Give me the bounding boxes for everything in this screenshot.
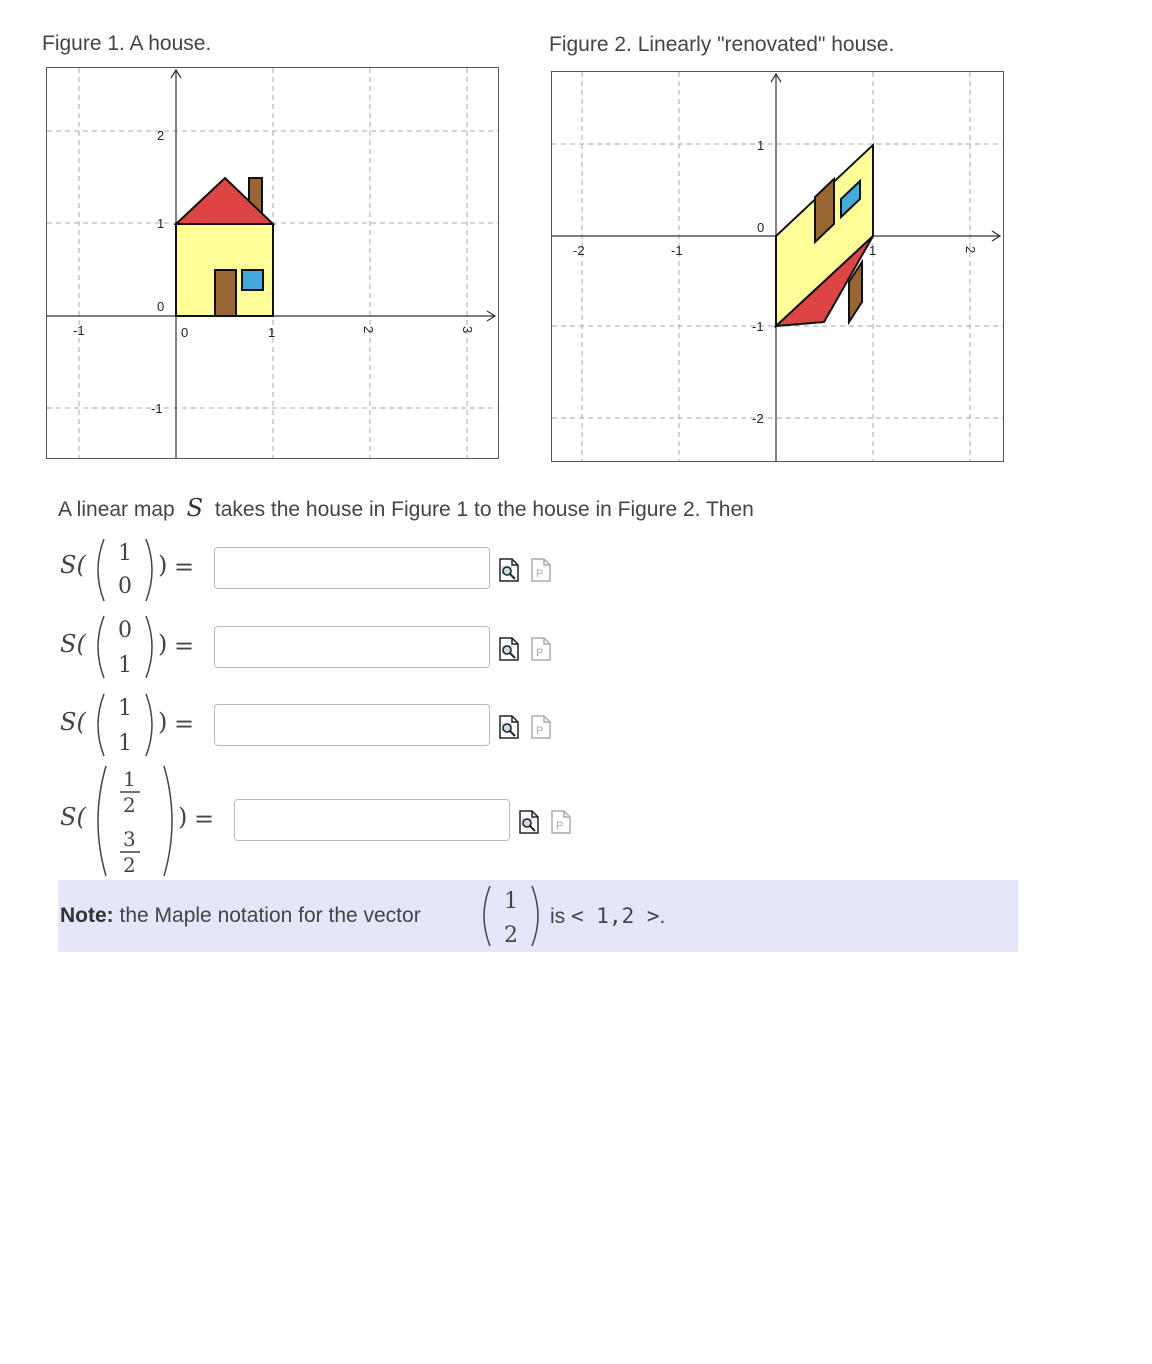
fn-label: S( xyxy=(60,551,86,579)
fig2-xtick: 1 xyxy=(869,243,877,258)
equals-sign: = xyxy=(174,710,195,738)
vector-4 xyxy=(90,762,182,880)
close-paren: ) xyxy=(158,708,168,736)
fig1-ytick: 2 xyxy=(157,128,165,143)
svg-text:P: P xyxy=(536,647,544,659)
vector-bottom: 1 xyxy=(118,653,132,678)
note-is: is xyxy=(550,905,566,928)
preview-icon[interactable] xyxy=(498,557,520,583)
fig1-ytick: 1 xyxy=(157,216,165,231)
svg-text:P: P xyxy=(536,568,544,580)
preview-icon[interactable] xyxy=(518,809,540,835)
fig1-window xyxy=(242,270,263,290)
svg-text:P: P xyxy=(536,725,544,737)
fig2-xtick: -1 xyxy=(671,243,683,258)
fig2-xtick: 2 xyxy=(963,246,978,254)
fn-label: S( xyxy=(60,708,86,736)
maple-syntax: < 1,2 > xyxy=(571,904,660,928)
svg-text:P: P xyxy=(556,820,564,832)
fig1-xtick: 1 xyxy=(268,325,276,340)
answer-input-2[interactable] xyxy=(214,626,490,668)
note-text: the Maple notation for the vector xyxy=(119,904,421,927)
fig2-xtick: -2 xyxy=(573,243,585,258)
answer-input-1[interactable] xyxy=(214,547,490,589)
note-label: Note: xyxy=(60,904,114,927)
figure1-graph xyxy=(46,67,499,459)
close-paren: ) xyxy=(158,551,168,579)
fig2-ytick: 0 xyxy=(757,220,765,235)
figure2-graph xyxy=(551,71,1004,462)
maple-syntax-icon[interactable] xyxy=(550,809,572,835)
vector-bottom-den: 2 xyxy=(123,853,136,877)
fig1-xtick: 0 xyxy=(181,325,189,340)
close-paren: ) xyxy=(178,803,188,831)
vector-bottom-num: 3 xyxy=(123,827,136,851)
figure2-title: Figure 2. Linearly "renovated" house. xyxy=(549,33,895,56)
fig2-ytick: 1 xyxy=(757,138,765,153)
maple-syntax-icon[interactable] xyxy=(530,557,552,583)
fig1-ytick: 0 xyxy=(157,299,165,314)
answer-input-3[interactable] xyxy=(214,704,490,746)
intro-after: takes the house in Figure 1 to the house in Figure 2. Then xyxy=(214,498,754,521)
equals-sign: = xyxy=(194,805,215,833)
preview-icon[interactable] xyxy=(498,636,520,662)
vector-2 xyxy=(90,612,160,682)
close-paren: ) xyxy=(158,630,168,658)
fig1-xtick: 3 xyxy=(460,326,475,334)
vector-bottom: 0 xyxy=(118,574,132,599)
fig1-ytick: -1 xyxy=(151,401,163,416)
fig1-xtick: -1 xyxy=(73,323,85,338)
vector-3 xyxy=(90,690,160,760)
maple-syntax-icon[interactable] xyxy=(530,636,552,662)
vector-top: 0 xyxy=(118,618,132,643)
maple-note xyxy=(58,880,1018,952)
vector-bottom: 1 xyxy=(118,731,132,756)
vector-1 xyxy=(90,535,160,605)
note-vector xyxy=(476,882,546,950)
answer-input-4[interactable] xyxy=(234,799,510,841)
fig1-xtick: 2 xyxy=(361,326,376,334)
fn-label: S( xyxy=(60,803,86,831)
fig1-door xyxy=(215,270,236,316)
note-end: . xyxy=(659,905,666,928)
vector-top: 1 xyxy=(118,541,132,566)
fig2-ytick: -1 xyxy=(752,319,764,334)
problem-statement xyxy=(58,494,754,522)
vector-top-num: 1 xyxy=(123,767,136,791)
vector-top-den: 2 xyxy=(123,793,136,817)
intro-before: A linear map xyxy=(58,498,175,521)
equals-sign: = xyxy=(174,632,195,660)
note-vector-bottom: 2 xyxy=(504,923,518,948)
fig2-ytick: -2 xyxy=(752,411,764,426)
preview-icon[interactable] xyxy=(498,714,520,740)
equals-sign: = xyxy=(174,553,195,581)
maple-syntax-icon[interactable] xyxy=(530,714,552,740)
figure1-title: Figure 1. A house. xyxy=(42,32,212,55)
fn-label: S( xyxy=(60,630,86,658)
intro-symbol: S xyxy=(186,494,204,522)
vector-top: 1 xyxy=(118,696,132,721)
note-vector-top: 1 xyxy=(504,889,518,914)
